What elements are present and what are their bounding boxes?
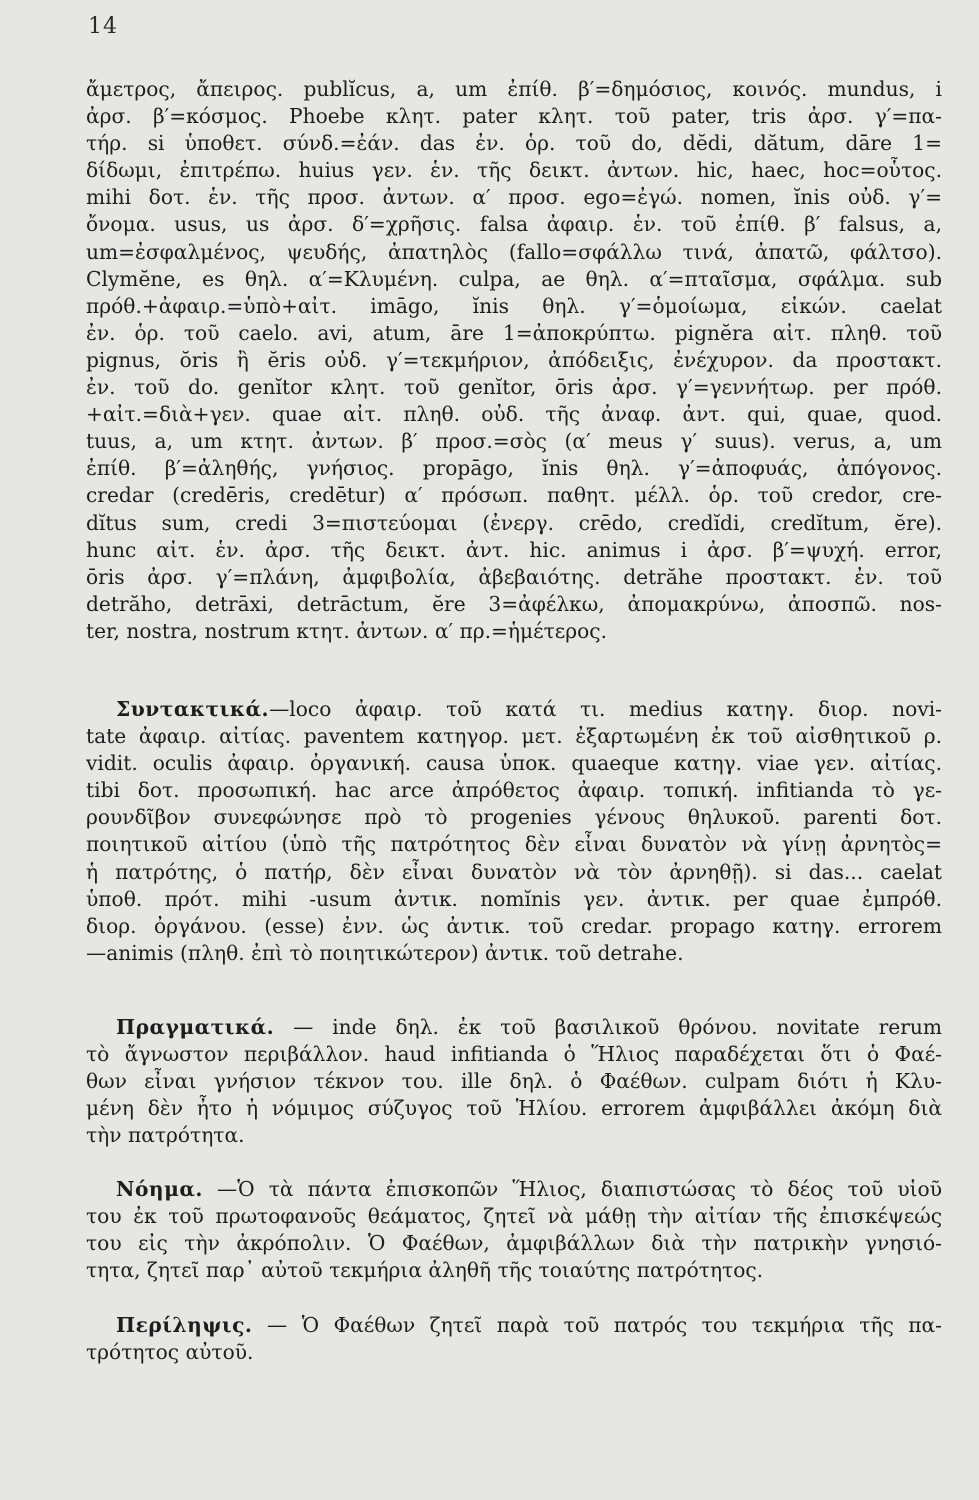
glossary-line: Clymĕne, es θηλ. α′=Κλυμένη. culpa, ae θηλ. α′=πταῖσμα, σφάλμα. sub (86, 266, 942, 291)
syntax-first-line (86, 696, 942, 723)
syntax-line: tibi δοτ. προσωπική. hac arce ἀπρόθετος ἀφαιρ. τοπική. infitianda τὸ γε- (86, 778, 942, 803)
glossary-line: detrăho, detrāxi, detrāctum, ĕre 3=ἀφέλκω, ἀπομακρύνω, ἀποσπῶ. nos- (86, 591, 942, 616)
realia-section (86, 1014, 942, 1149)
realia-line: τὴν πατρότητα. (86, 1123, 245, 1148)
glossary-line: pignus, ŏris ἢ ĕris οὐδ. γ′=τεκμήριον, ἀπόδειξις, ἐνέχυρον. da προστακτ. (86, 347, 942, 372)
syntax-line: ἡ πατρότης, ὁ πατήρ, δὲν εἶναι δυνατὸν νὰ τὸν ἀρνηθῇ). si das... caelat (86, 859, 942, 884)
realia-first-line (86, 1014, 942, 1041)
syntax-section (86, 696, 942, 967)
glossary-line: πρόθ.+ἀφαιρ.=ὑπὸ+αἰτ. imāgo, ĭnis θηλ. γ′=ὁμοίωμα, εἰκών. caelat (86, 293, 942, 318)
realia-line: τὸ ἄγνωστον περιβάλλον. haud infitianda ὁ Ἥλιος παραδέχεται ὅτι ὁ Φαέ- (86, 1042, 942, 1067)
glossary-line: τήρ. si ὑποθετ. σύνδ.=ἐάν. das ἐν. ὁρ. τοῦ do, dĕdi, dătum, dāre 1= (86, 131, 942, 156)
glossary-line: ἐπίθ. β′=ἀληθής, γνήσιος. propāgo, ĭnis θηλ. γ′=ἀποφυάς, ἀπόγονος. (86, 456, 942, 481)
glossary-line: tuus, a, um κτητ. ἀντων. β′ προσ.=σὸς (α′ meus γ′ suus). verus, a, um (86, 429, 942, 454)
syntax-line: —loco ἀφαιρ. τοῦ κατά τι. medius κατηγ. διορ. novi- (269, 697, 942, 721)
glossary-line: ōris ἀρσ. γ′=πλάνη, ἀμφιβολία, ἀβεβαιότης. detrăhe προστακτ. ἐν. τοῦ (86, 564, 942, 589)
glossary-line: ὄνομα. usus, us ἀρσ. δ′=χρῆσις. falsa ἀφαιρ. ἑν. τοῦ ἐπίθ. β′ falsus, a, (86, 212, 942, 237)
syntax-line: ὑποθ. πρότ. mihi -usum ἀντικ. nomĭnis γεν. ἀντικ. per quae ἐμπρόθ. (86, 886, 942, 911)
glossary-line: ἐν. ὁρ. τοῦ caelo. avi, atum, āre 1=ἀποκρύπτω. pignĕra αἰτ. πληθ. τοῦ (86, 320, 942, 345)
syntax-heading: Συντακτικά. (116, 697, 270, 721)
syntax-line: ρουνδῖβον συνεφώνησε πρὸ τὸ progenies γένους θηλυκοῦ. parenti δοτ. (86, 805, 942, 830)
meaning-first-line (86, 1176, 942, 1203)
syntax-line: —animis (πληθ. ἐπὶ τὸ ποιητικώτερον) ἀντικ. τοῦ detrahe. (86, 940, 684, 965)
meaning-heading: Νόημα. (116, 1177, 203, 1201)
page-number: 14 (88, 14, 118, 39)
summary-heading: Περίληψις. (116, 1313, 253, 1337)
realia-heading: Πραγματικά. (116, 1015, 275, 1039)
syntax-line: tate ἀφαιρ. αἰτίας. paventem κατηγορ. μετ. ἐξαρτωμένη ἐκ τοῦ αἰσθητικοῦ ρ. (86, 724, 942, 749)
glossary-line: hunc αἰτ. ἑν. ἀρσ. τῆς δεικτ. ἀντ. hic. animus i ἀρσ. β′=ψυχή. error, (86, 537, 942, 562)
glossary-line: ἐν. τοῦ do. genĭtor κλητ. τοῦ genĭtor, ōris ἀρσ. γ′=γεννήτωρ. per πρόθ. (86, 375, 942, 400)
glossary-line: +αἰτ.=διὰ+γεν. quae αἰτ. πληθ. οὐδ. τῆς ἀναφ. ἀντ. qui, quae, quod. (86, 402, 942, 427)
glossary-line: ἀρσ. β′=κόσμος. Phoebe κλητ. pater κλητ. τοῦ pater, tris ἀρσ. γ′=πα- (86, 104, 942, 129)
syntax-line: διορ. ὀργάνου. (esse) ἐνν. ὡς ἀντικ. τοῦ credar. propago κατηγ. errorem (86, 913, 942, 938)
syntax-line: vidit. oculis ἀφαιρ. ὀργανική. causa ὑποκ. quaeque κατηγ. viae γεν. αἰτίας. (86, 751, 942, 776)
glossary-line: um=ἐσφαλμένος, ψευδής, ἀπατηλὸς (fallo=σφάλλω τινά, ἀπατῶ, φάλτσο). (86, 239, 942, 264)
summary-line: — Ὁ Φαέθων ζητεῖ παρὰ τοῦ πατρός του τεκμήρια τῆς πα- (267, 1313, 942, 1337)
meaning-line: του ἐκ τοῦ πρωτοφανοῦς θεάματος, ζητεῖ νὰ μάθῃ τὴν αἰτίαν τῆς ἐπισκέψεώς (86, 1204, 942, 1229)
meaning-line: του εἰς τὴν ἀκρόπολιν. Ὁ Φαέθων, ἀμφιβάλλων διὰ τὴν πατρικὴν γνησιό- (86, 1231, 942, 1256)
glossary-line: ἄμετρος, ἄπειρος. publĭcus, a, um ἐπίθ. β′=δημόσιος, κοινός. mundus, i (86, 77, 942, 101)
summary-section (86, 1312, 942, 1366)
meaning-section (86, 1176, 942, 1284)
syntax-line: ποιητικοῦ αἰτίου (ὑπὸ τῆς πατρότητος δὲν εἶναι δυνατὸν νὰ γίνῃ ἀρνητὸς= (86, 832, 942, 857)
summary-line: τρότητος αὐτοῦ. (86, 1340, 254, 1365)
summary-first-line (86, 1312, 942, 1339)
glossary-line: ter, nostra, nostrum κτητ. ἀντων. α′ πρ.=ἡμέτερος. (86, 618, 607, 643)
meaning-line: —Ὁ τὰ πάντα ἐπισκοπῶν Ἥλιος, διαπιστώσας τὸ δέος τοῦ υἱοῦ (217, 1177, 942, 1201)
vocabulary-glossary (86, 76, 942, 645)
glossary-line: dĭtus sum, credi 3=πιστεύομαι (ἐνεργ. crēdo, credĭdi, credĭtum, ĕre). (86, 510, 942, 535)
glossary-line: credar (credēris, credētur) α′ πρόσωπ. παθητ. μέλλ. ὁρ. τοῦ credor, cre- (86, 483, 942, 508)
glossary-line: δίδωμι, ἐπιτρέπω. huius γεν. ἑν. τῆς δεικτ. ἀντων. hic, haec, hoc=οὗτος. (86, 158, 942, 183)
meaning-line: τητα, ζητεῖ παρ᾽ αὐτοῦ τεκμήρια ἀληθῆ τῆς τοιαύτης πατρότητος. (86, 1258, 764, 1283)
glossary-line: mihi δοτ. ἑν. τῆς προσ. ἀντων. α′ προσ. ego=ἐγώ. nomen, ĭnis οὐδ. γ′= (86, 185, 942, 210)
realia-line: — inde δηλ. ἐκ τοῦ βασιλικοῦ θρόνου. novitate rerum (293, 1015, 942, 1039)
realia-line: θων εἶναι γνήσιον τέκνον του. ille δηλ. ὁ Φαέθων. culpam διότι ἡ Κλυ- (86, 1069, 942, 1094)
realia-line: μένη δὲν ἦτο ἡ νόμιμος σύζυγος τοῦ Ἡλίου. errorem ἀμφιβάλλει ἀκόμη διὰ (86, 1096, 942, 1121)
